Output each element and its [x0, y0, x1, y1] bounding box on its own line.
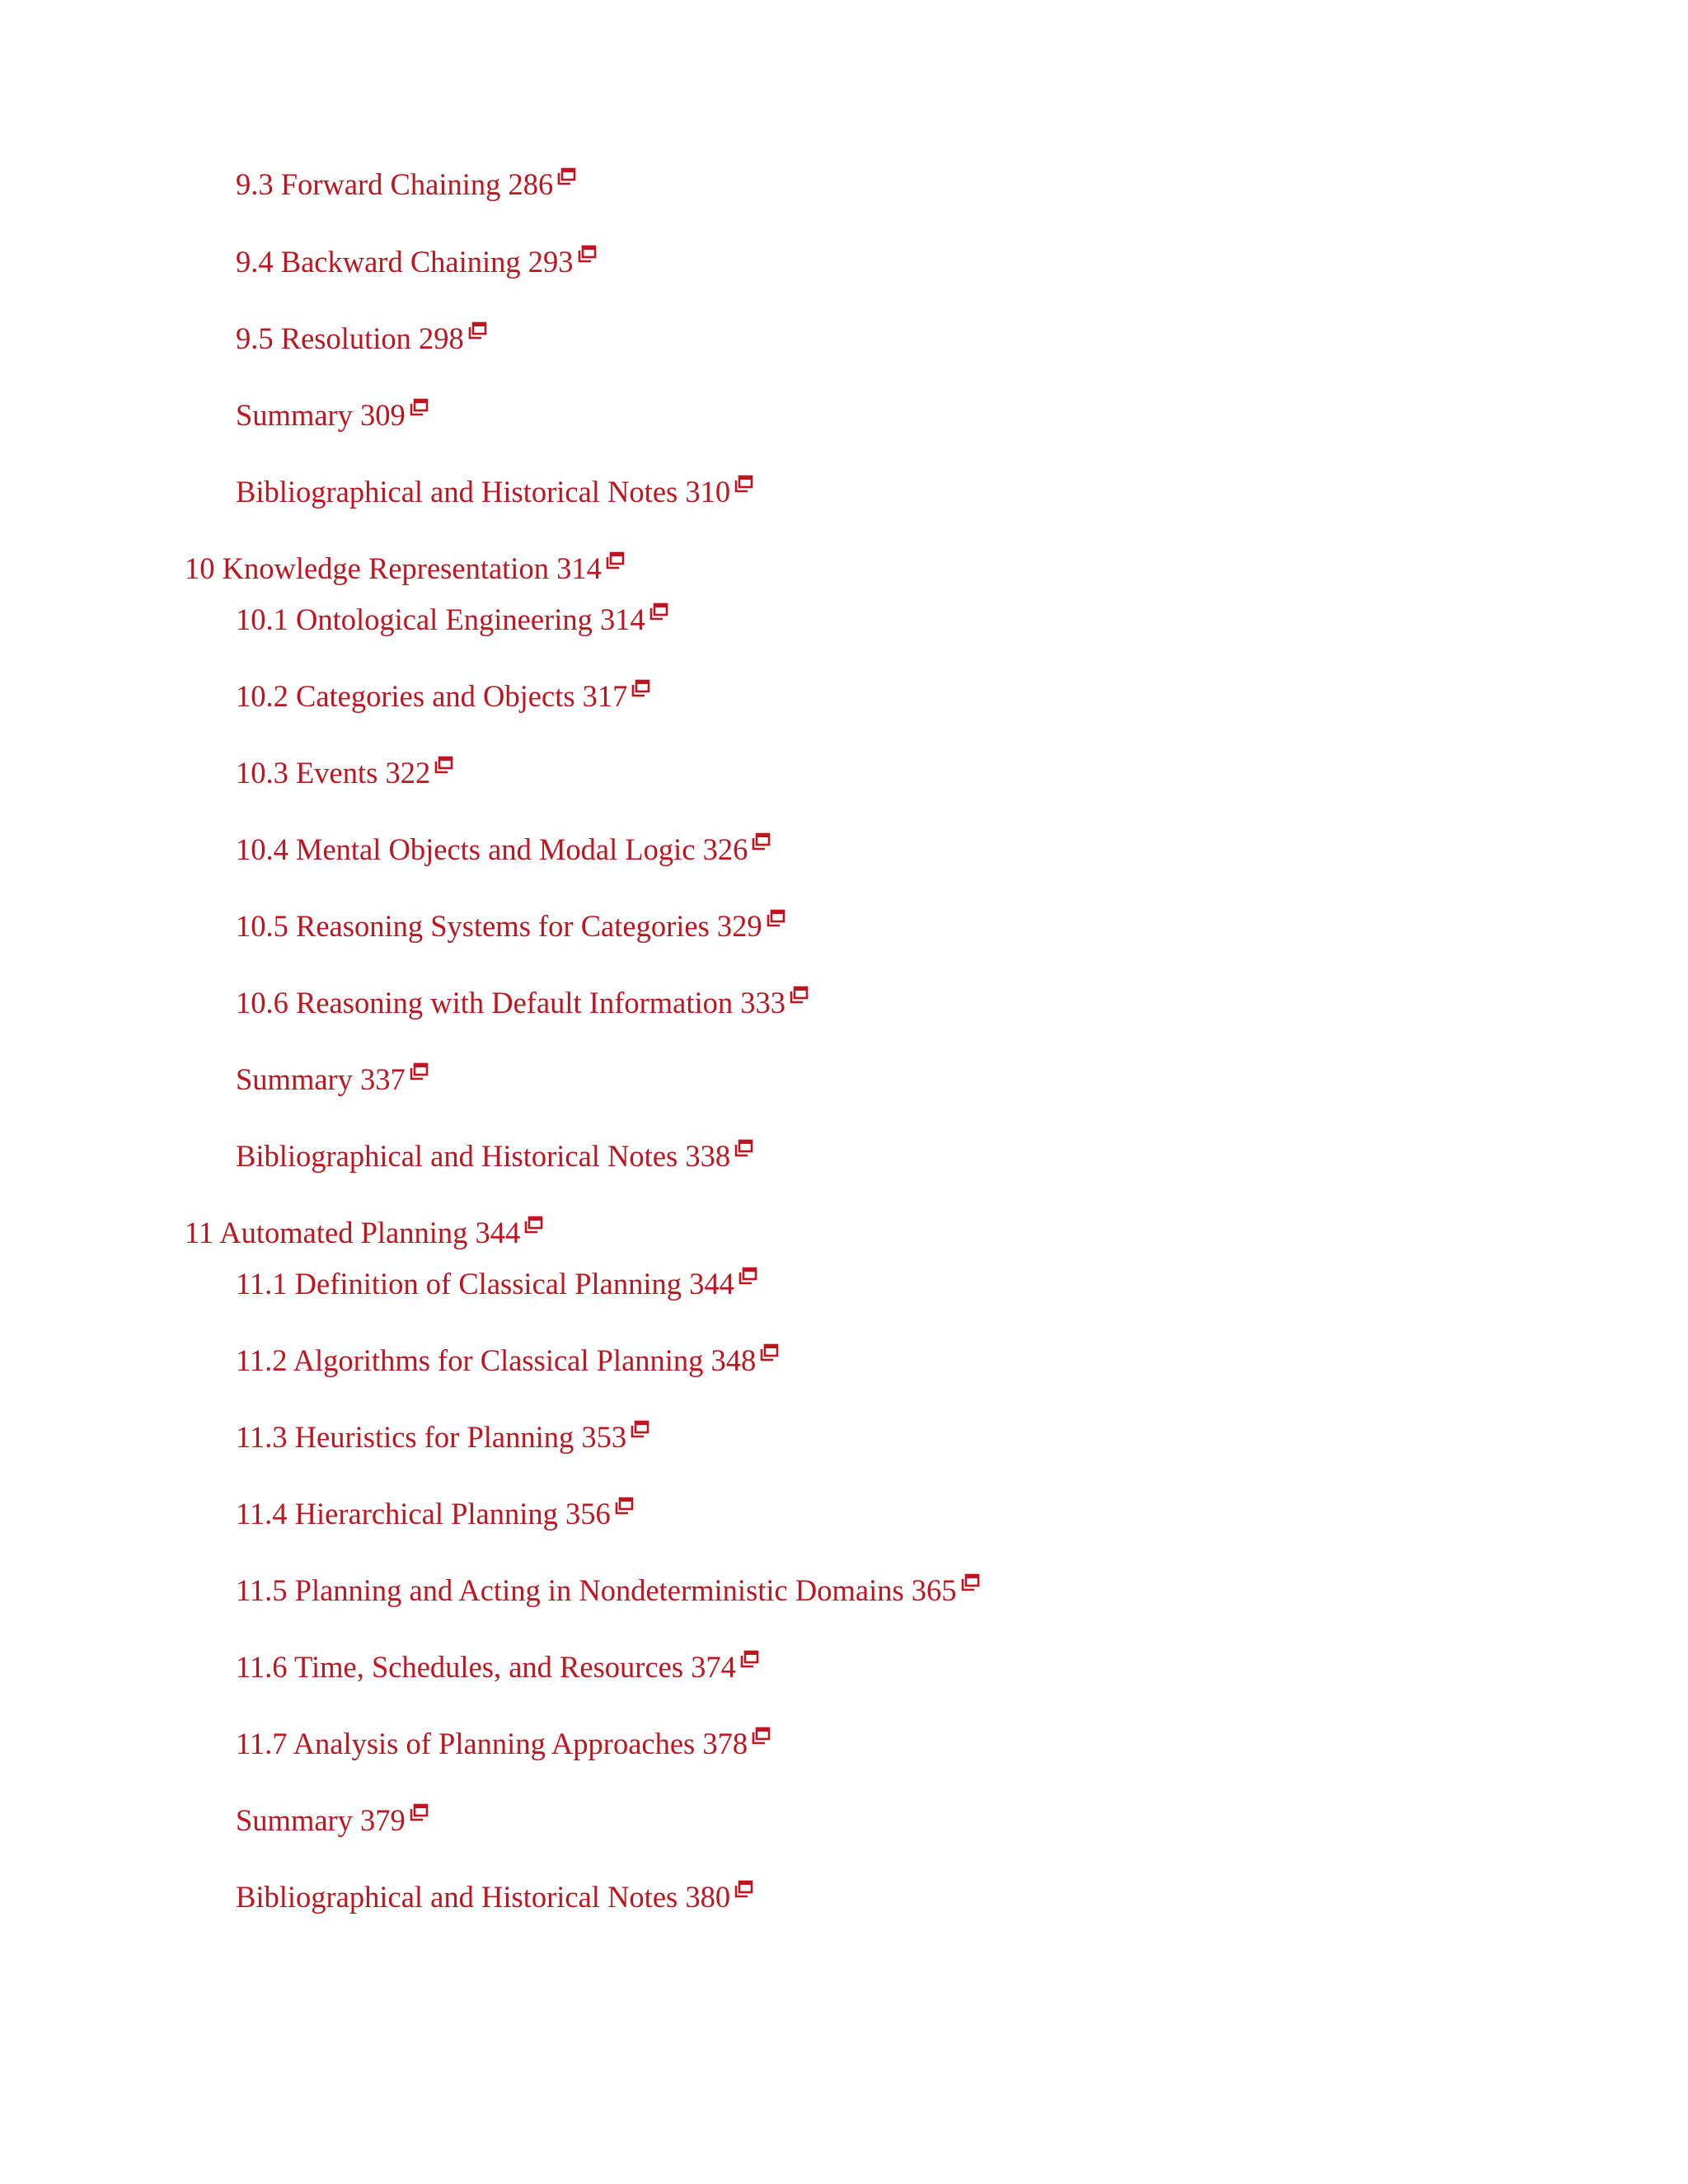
- external-link-icon: [738, 1649, 760, 1671]
- toc-entry-11-4[interactable]: [236, 1499, 635, 1530]
- external-link-icon: [750, 832, 771, 853]
- toc-chapter-10[interactable]: [185, 551, 626, 585]
- toc-entry-summary-10[interactable]: [236, 1062, 429, 1096]
- toc-entry-label: 10.6 Reasoning with Default Information 333: [236, 986, 786, 1019]
- external-link-icon: [750, 1726, 771, 1747]
- toc-entry-label: 10.2 Categories and Objects 317: [236, 679, 628, 713]
- toc-entry-10-2[interactable]: [236, 679, 651, 713]
- toc-entry-label: 9.3 Forward Chaining 286: [236, 167, 554, 201]
- external-link-icon: [737, 1266, 758, 1287]
- toc-entry-label: 11.6 Time, Schedules, and Resources 374: [236, 1650, 736, 1684]
- external-link-icon: [408, 397, 429, 419]
- external-link-icon: [523, 1215, 544, 1236]
- external-link-icon: [733, 474, 754, 495]
- external-link-icon: [630, 678, 651, 700]
- toc-entry-label: 11.4 Hierarchical Planning 356: [236, 1497, 611, 1530]
- toc-entry-label: Summary 379: [236, 1803, 406, 1837]
- toc-entry-label: 10 Knowledge Representation 314: [185, 551, 602, 585]
- external-link-icon: [959, 1572, 981, 1594]
- toc-entry-label: Summary 337: [236, 1062, 406, 1096]
- external-link-icon: [629, 1419, 650, 1441]
- toc-entry-summary-11[interactable]: [236, 1803, 429, 1837]
- toc-entry-11-7[interactable]: [236, 1729, 771, 1760]
- toc-entry-label: 9.4 Backward Chaining 293: [236, 245, 574, 279]
- toc-entry-label: 11.1 Definition of Classical Planning 344: [236, 1267, 734, 1301]
- toc-entry-label: 10.3 Events 322: [236, 756, 431, 790]
- toc-entry-11-1[interactable]: [236, 1269, 758, 1300]
- toc-entry-11-3[interactable]: [236, 1422, 650, 1453]
- external-link-icon: [576, 244, 598, 265]
- toc-entry-label: 10.1 Ontological Engineering 314: [236, 602, 645, 636]
- toc-entry-label: Summary 309: [236, 398, 406, 432]
- toc-entry-label: Bibliographical and Historical Notes 310: [236, 475, 731, 509]
- toc-entry-notes-11[interactable]: [236, 1882, 754, 1913]
- external-link-icon: [433, 755, 454, 776]
- toc-entry-11-5[interactable]: [236, 1573, 981, 1607]
- external-link-icon: [467, 321, 488, 342]
- toc-entry-10-3[interactable]: [236, 758, 454, 789]
- toc-entry-summary-9[interactable]: [236, 398, 429, 432]
- toc-entry-label: 11.2 Algorithms for Classical Planning 348: [236, 1343, 757, 1377]
- external-link-icon: [613, 1496, 635, 1517]
- toc-entry-label: 11.5 Planning and Acting in Nondeterministic Domains 365: [236, 1573, 957, 1607]
- toc-entry-10-4[interactable]: [236, 832, 771, 866]
- toc-entry-label: 11.3 Heuristics for Planning 353: [236, 1420, 627, 1454]
- toc-entry-label: 11 Automated Planning 344: [185, 1216, 521, 1249]
- external-link-icon: [733, 1138, 754, 1160]
- toc-entry-10-6[interactable]: [236, 988, 809, 1019]
- toc-entry-9-4[interactable]: [236, 247, 598, 278]
- toc-entry-label: 11.7 Analysis of Planning Approaches 378: [236, 1727, 748, 1760]
- external-link-icon: [758, 1343, 780, 1364]
- toc-entry-9-3[interactable]: [236, 167, 577, 201]
- external-link-icon: [765, 908, 786, 930]
- toc-entry-notes-10[interactable]: [236, 1141, 754, 1172]
- external-link-icon: [408, 1802, 429, 1824]
- external-link-icon: [788, 985, 809, 1006]
- external-link-icon: [648, 602, 669, 623]
- toc-entry-11-2[interactable]: [236, 1343, 780, 1377]
- toc-entry-10-5[interactable]: [236, 909, 786, 943]
- toc-entry-10-1[interactable]: [236, 602, 669, 636]
- toc-entry-label: Bibliographical and Historical Notes 380: [236, 1880, 731, 1914]
- toc-chapter-11[interactable]: [185, 1218, 544, 1249]
- external-link-icon: [556, 166, 577, 188]
- toc-entry-label: Bibliographical and Historical Notes 338: [236, 1139, 731, 1173]
- external-link-icon: [408, 1062, 429, 1083]
- toc-entry-11-6[interactable]: [236, 1652, 760, 1683]
- toc-entry-notes-9[interactable]: [236, 477, 754, 508]
- toc-entry-label: 10.5 Reasoning Systems for Categories 329: [236, 909, 762, 943]
- toc-entry-9-5[interactable]: [236, 321, 488, 355]
- external-link-icon: [733, 1879, 754, 1900]
- external-link-icon: [604, 551, 626, 572]
- toc-entry-label: 10.4 Mental Objects and Modal Logic 326: [236, 832, 748, 866]
- toc-entry-label: 9.5 Resolution 298: [236, 321, 464, 355]
